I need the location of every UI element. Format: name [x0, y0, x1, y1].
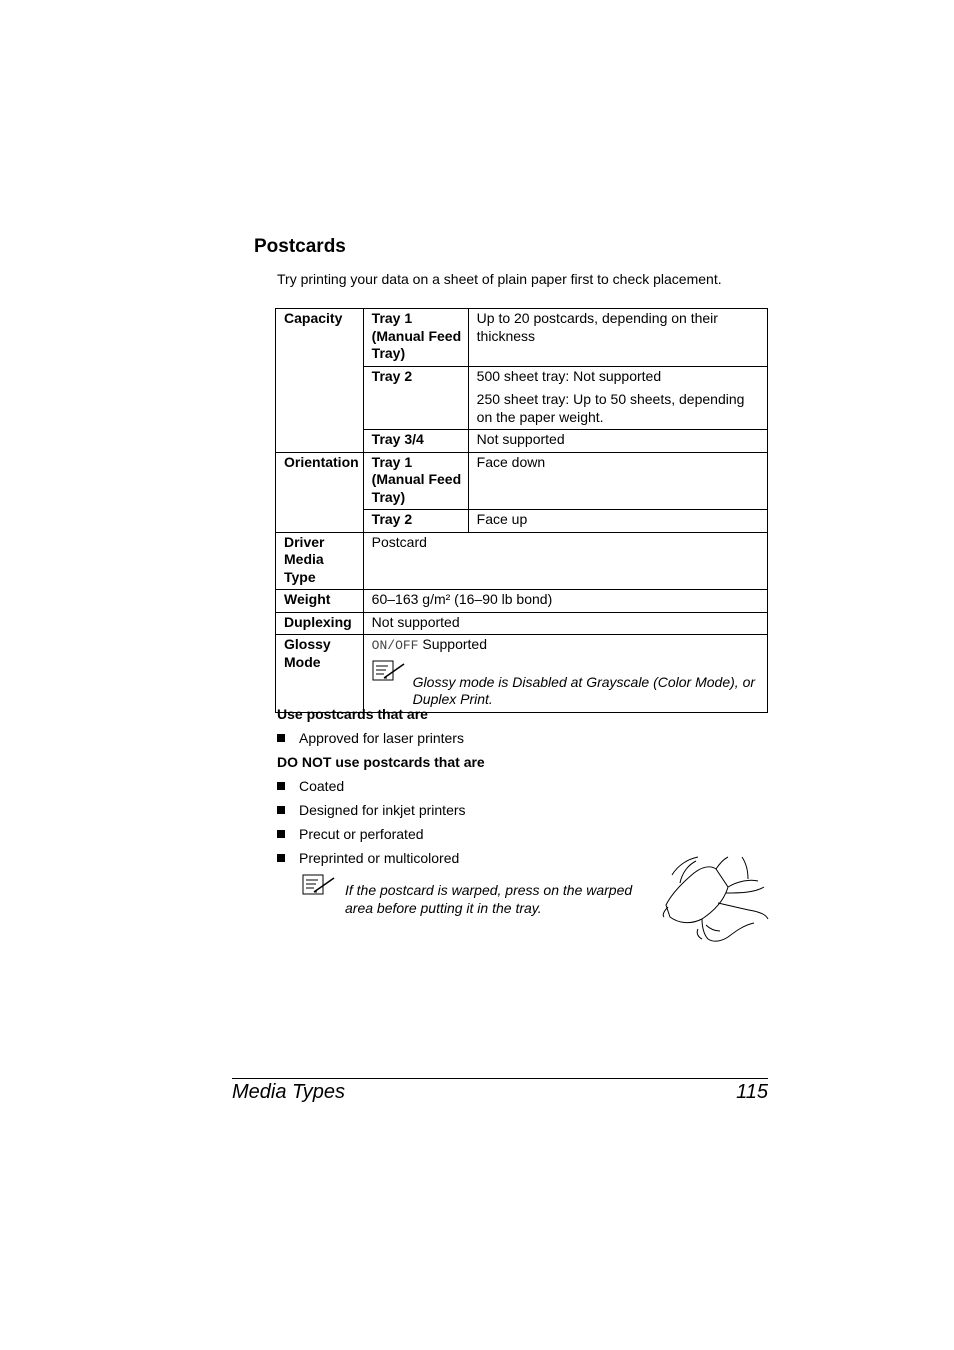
postcard-spec-table [275, 308, 768, 713]
list-item: Coated [277, 778, 344, 794]
capacity-tray34-value: Not supported [468, 430, 767, 453]
capacity-tray2-label: Tray 2 [363, 366, 468, 430]
list-item: Approved for laser printers [277, 730, 464, 746]
intro-text: Try printing your data on a sheet of plain paper first to check placement. [277, 271, 722, 287]
capacity-tray1-value: Up to 20 postcards, depending on their thickness [468, 309, 767, 367]
list-item: Designed for inkjet printers [277, 802, 466, 818]
orientation-label: Orientation [276, 452, 364, 532]
bullet-square-icon [277, 734, 285, 742]
glossy-mode-note [372, 658, 763, 709]
capacity-tray2-cell [468, 366, 767, 430]
hands-pressing-postcard-illustration [658, 853, 770, 950]
bullet-square-icon [277, 782, 285, 790]
capacity-tray34-label: Tray 3/4 [363, 430, 468, 453]
capacity-tray2-value-1: 500 sheet tray: Not supported [476, 367, 662, 384]
orientation-tray2-label: Tray 2 [363, 510, 468, 533]
duplexing-label: Duplexing [276, 612, 364, 635]
capacity-tray2-value-2: 250 sheet tray: Up to 50 sheets, depending on the paper weight. [476, 391, 745, 425]
capacity-label: Capacity [276, 309, 364, 453]
section-title: Postcards [254, 236, 346, 257]
donot-heading: DO NOT use postcards that are [277, 754, 485, 770]
note-pencil-icon [372, 660, 406, 684]
glossy-mode-supported: Supported [418, 636, 487, 652]
capacity-tray1-label: Tray 1 (Manual Feed Tray) [363, 309, 468, 367]
glossy-mode-cell [363, 635, 767, 713]
weight-label: Weight [276, 590, 364, 613]
glossy-mode-label: Glossy Mode [276, 635, 364, 713]
list-item: Precut or perforated [277, 826, 424, 842]
glossy-mode-code: ON/OFF [371, 638, 419, 653]
bullet-square-icon [277, 854, 285, 862]
orientation-tray1-label: Tray 1 (Manual Feed Tray) [363, 452, 468, 510]
weight-value: 60–163 g/m² (16–90 lb bond) [363, 590, 767, 613]
list-item: Preprinted or multicolored [277, 850, 459, 866]
page-number: 115 [736, 1081, 768, 1103]
note-pencil-icon [302, 874, 336, 903]
footer-rule [232, 1078, 768, 1079]
footer-chapter: Media Types [232, 1081, 346, 1103]
driver-media-type-value: Postcard [363, 532, 767, 590]
use-heading: Use postcards that are [277, 706, 428, 722]
glossy-mode-value [372, 636, 763, 655]
bullet-square-icon [277, 806, 285, 814]
warp-note: If the postcard is warped, press on the warped area before putting it in the tray. [345, 882, 633, 916]
glossy-mode-note-text: Glossy mode is Disabled at Grayscale (Color Mode), or Duplex Print. [412, 673, 756, 707]
bullet-square-icon [277, 830, 285, 838]
driver-media-type-label: Driver Media Type [276, 532, 364, 590]
duplexing-value: Not supported [363, 612, 767, 635]
orientation-tray1-value: Face down [468, 452, 767, 510]
orientation-tray2-value: Face up [468, 510, 767, 533]
